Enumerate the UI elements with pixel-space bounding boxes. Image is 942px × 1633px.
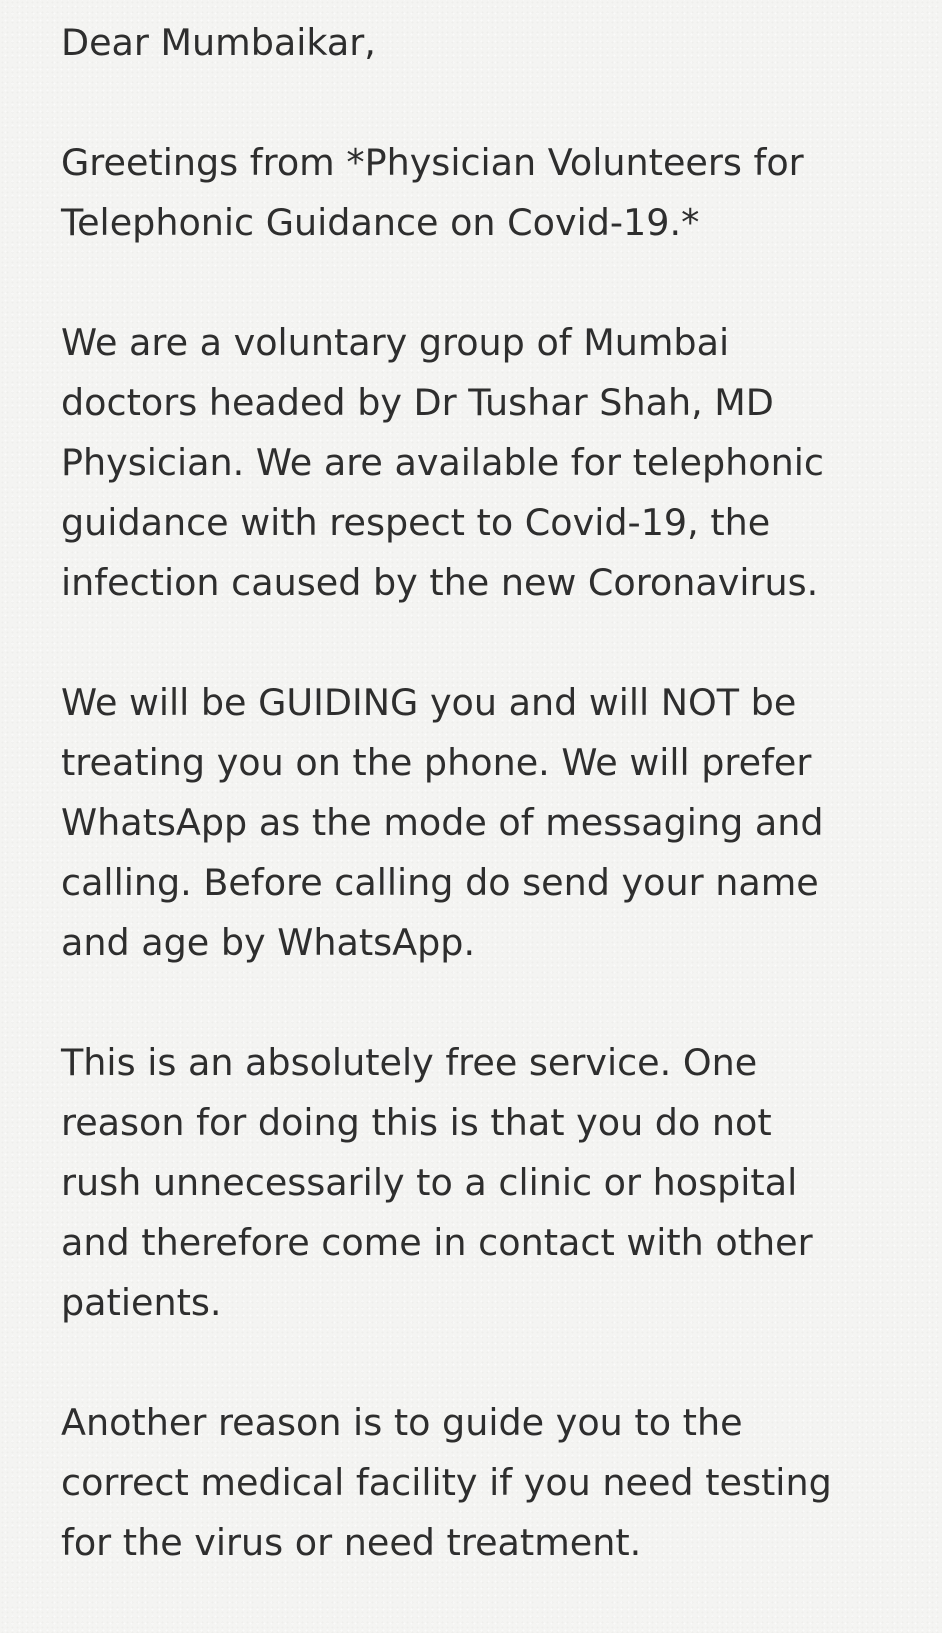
group-intro-paragraph: We are a voluntary group of Mumbai doctors headed by Dr Tushar Shah, MD Physician. We are available for telephonic guidance with respect to Covid-19, the infection caused by the new Coronavirus.: [61, 321, 824, 604]
facility-paragraph: Another reason is to guide you to the correct medical facility if you need testing for the virus or need treatment.: [61, 1401, 832, 1564]
note-body: [61, 13, 921, 1633]
greeting-paragraph: Greetings from *Physician Volunteers for Telephonic Guidance on Covid-19.*: [61, 141, 804, 244]
guidance-paragraph: We will be GUIDING you and will NOT be treating you on the phone. We will prefer WhatsApp as the mode of messaging and calling. Before calling do send your name and age by WhatsApp.: [61, 681, 824, 964]
free-service-paragraph: This is an absolutely free service. One reason for doing this is that you do not rush unnecessarily to a clinic or hospital and therefore come in contact with other patients.: [61, 1041, 813, 1324]
salutation: Dear Mumbaikar,: [61, 21, 376, 64]
